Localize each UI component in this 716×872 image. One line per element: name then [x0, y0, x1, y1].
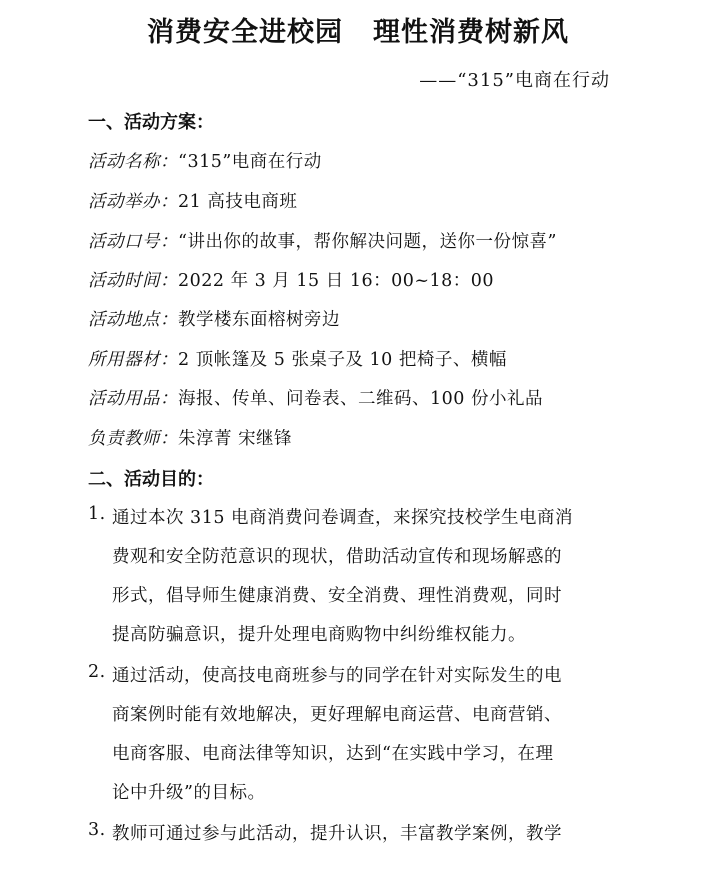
- goal-line: 通过活动，使高技电商班参与的同学在针对实际发生的电: [112, 666, 562, 686]
- plan-label: 活动口号：: [88, 232, 178, 252]
- plan-value: 教学楼东面榕树旁边: [178, 310, 340, 330]
- goal-line: 通过本次 315 电商消费问卷调查，来探究技校学生电商消: [112, 508, 574, 528]
- title-part-1: 消费安全进校园: [147, 17, 343, 48]
- document-title: [0, 10, 716, 49]
- section-heading-plan: 一、活动方案：: [88, 112, 214, 133]
- plan-value: 21 高技电商班: [178, 192, 298, 212]
- plan-row: [88, 385, 543, 410]
- plan-value: 2 顶帐篷及 5 张桌子及 10 把椅子、横幅: [178, 350, 507, 370]
- goal-number: 3.: [88, 820, 106, 840]
- plan-label: 活动时间：: [88, 271, 178, 291]
- document-subtitle: ——“315”电商在行动: [419, 70, 610, 91]
- goal-line: 形式，倡导师生健康消费、安全消费、理性消费观，同时: [112, 586, 562, 606]
- plan-label: 负责教师：: [88, 429, 178, 449]
- plan-row: [88, 228, 557, 253]
- section-heading-goals: 二、活动目的：: [88, 469, 214, 490]
- plan-value: 朱淳菁 宋继锋: [178, 429, 293, 449]
- plan-value: 海报、传单、问卷表、二维码、100 份小礼品: [178, 389, 543, 409]
- plan-row: [88, 346, 507, 371]
- plan-label: 活动举办：: [88, 192, 178, 212]
- goal-line: 费观和安全防范意识的现状，借助活动宣传和现场解惑的: [112, 547, 562, 567]
- plan-value: “315”电商在行动: [178, 152, 322, 172]
- plan-label: 活动地点：: [88, 310, 178, 330]
- goal-line: 提高防骗意识，提升处理电商购物中纠纷维权能力。: [112, 625, 526, 645]
- plan-row: [88, 188, 297, 213]
- plan-label: 活动用品：: [88, 389, 178, 409]
- goal-line: 商案例时能有效地解决，更好理解电商运营、电商营销、: [112, 705, 562, 725]
- plan-label: 所用器材：: [88, 350, 178, 370]
- goal-number: 1.: [88, 504, 106, 524]
- plan-row: [88, 267, 494, 292]
- plan-row: [88, 148, 322, 173]
- plan-value: 2022 年 3 月 15 日 16：00~18：00: [178, 271, 495, 291]
- goal-number: 2.: [88, 662, 106, 682]
- goal-line: 论中升级”的目标。: [112, 783, 266, 803]
- plan-row: [88, 306, 340, 331]
- title-part-2: 理性消费树新风: [373, 17, 569, 48]
- plan-row: [88, 425, 292, 450]
- goal-line: 教师可通过参与此活动，提升认识，丰富教学案例，教学: [112, 824, 562, 844]
- plan-label: 活动名称：: [88, 152, 178, 172]
- goal-line: 电商客服、电商法律等知识，达到“在实践中学习，在理: [112, 744, 554, 764]
- plan-value: “讲出你的故事，帮你解决问题，送你一份惊喜”: [178, 232, 557, 252]
